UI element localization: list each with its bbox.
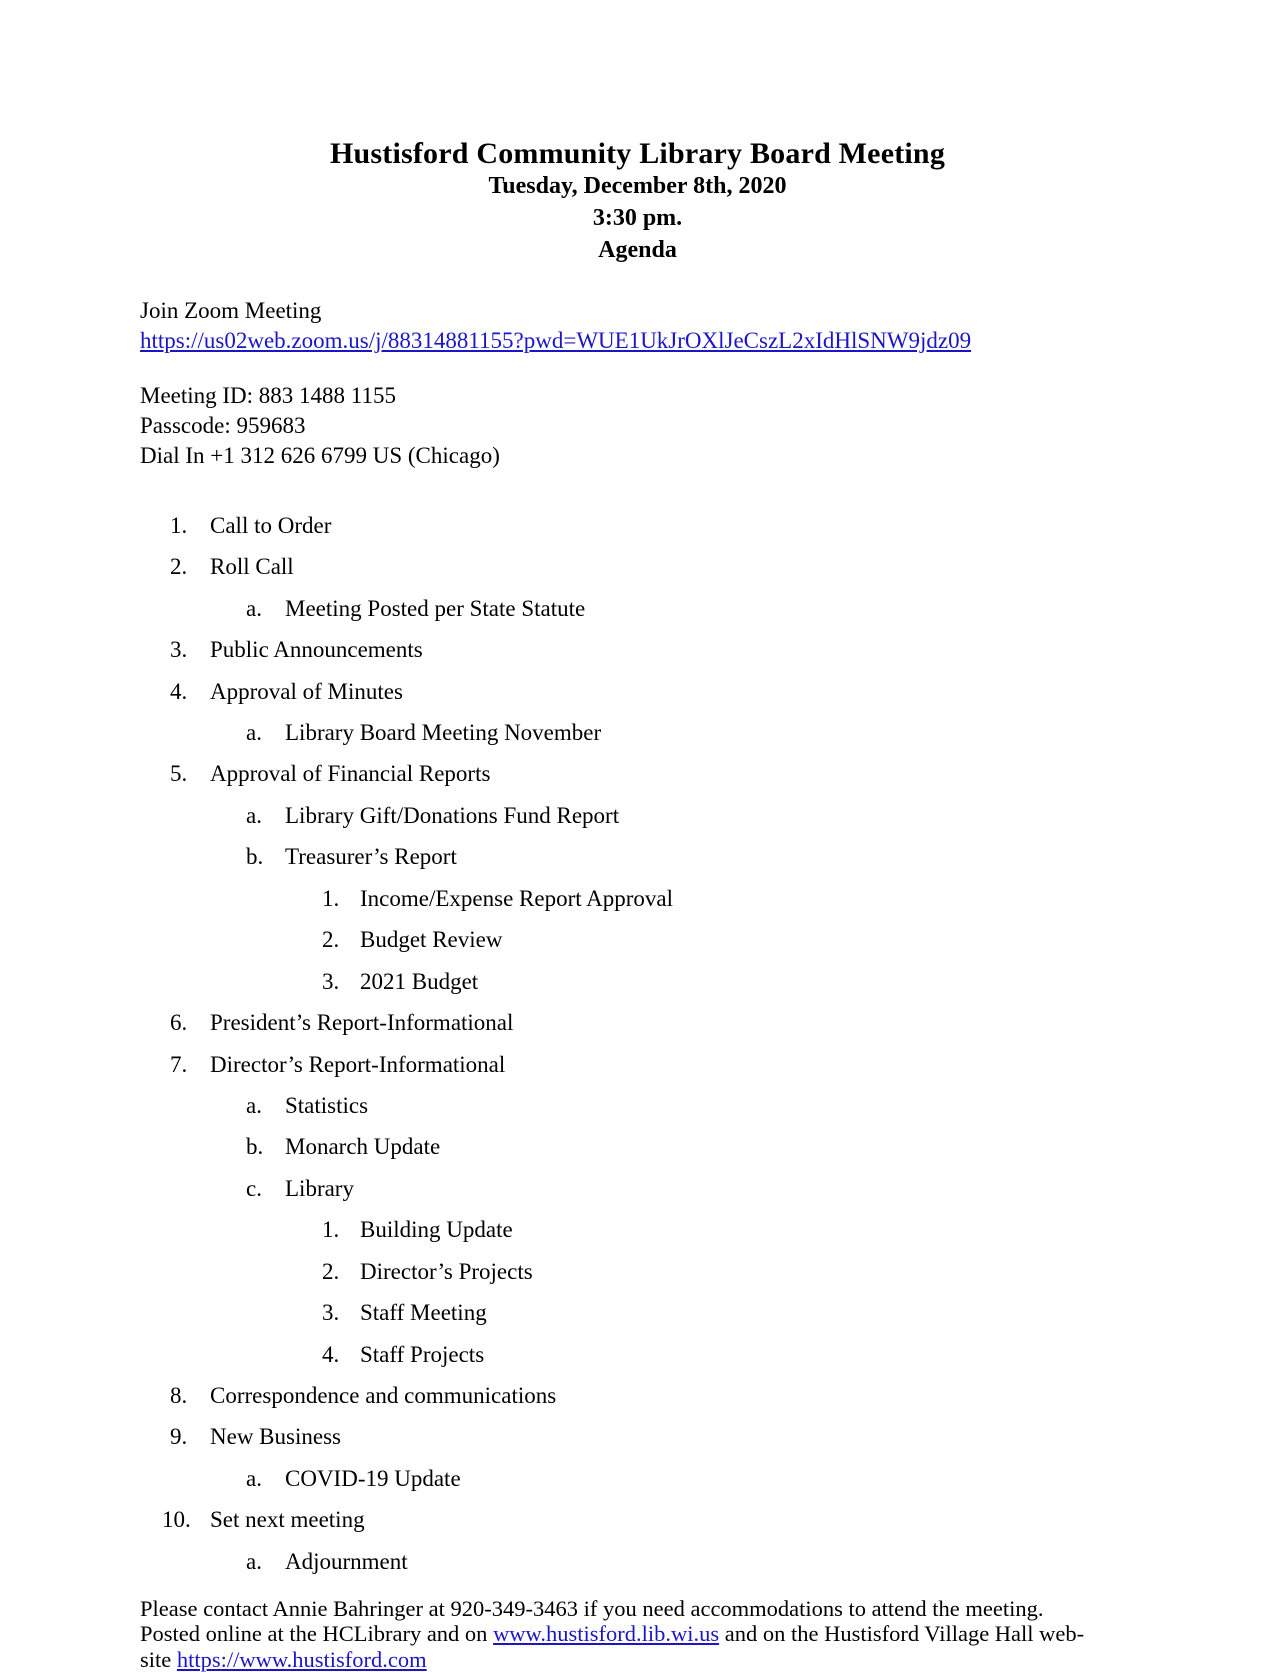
- agenda-item-marker: a.: [246, 1092, 262, 1118]
- agenda-item-marker: a.: [246, 595, 262, 621]
- meeting-id: Meeting ID: 883 1488 1155: [140, 383, 396, 409]
- meeting-time: 3:30 pm.: [592, 205, 683, 232]
- document-footer: [140, 1596, 1135, 1672]
- agenda-item-marker: b.: [246, 844, 264, 870]
- agenda-item-label: Approval of Financial Reports: [210, 761, 491, 787]
- agenda-item-marker: 1.: [170, 512, 188, 538]
- agenda-item: [140, 1052, 1135, 1078]
- agenda-item-label: Budget Review: [360, 927, 503, 953]
- agenda-item: [140, 1217, 1135, 1243]
- join-zoom-label: Join Zoom Meeting: [140, 298, 322, 324]
- agenda-item-marker: 2.: [322, 927, 340, 953]
- document-heading: [140, 0, 1135, 266]
- meeting-date: Tuesday, December 8th, 2020: [488, 173, 787, 200]
- agenda-item: [140, 969, 1135, 995]
- agenda-item: [140, 554, 1135, 580]
- agenda-item-marker: 2.: [170, 554, 188, 580]
- agenda-item-label: Library Board Meeting November: [285, 720, 602, 746]
- agenda-item: [140, 1466, 1135, 1492]
- agenda-item: [140, 927, 1135, 953]
- agenda-item-label: Roll Call: [210, 554, 294, 580]
- footer-contact-line: Please contact Annie Bahringer at 920-349-3463 if you need accommodations to attend the meeting.: [140, 1596, 1044, 1622]
- agenda-item-label: Meeting Posted per State Statute: [285, 595, 586, 621]
- agenda-item-marker: c.: [246, 1175, 262, 1201]
- meeting-passcode: Passcode: 959683: [140, 413, 306, 439]
- agenda-item-marker: 4.: [170, 678, 188, 704]
- agenda-list: [140, 513, 1135, 1575]
- agenda-item-label: Income/Expense Report Approval: [360, 885, 673, 911]
- agenda-item-marker: 2.: [322, 1258, 340, 1284]
- agenda-item-marker: 7.: [170, 1051, 188, 1077]
- agenda-item: [140, 761, 1135, 787]
- dial-in-number: Dial In +1 312 626 6799 US (Chicago): [140, 442, 500, 468]
- agenda-item-label: Adjournment: [285, 1548, 408, 1574]
- agenda-item-marker: 3.: [322, 1300, 340, 1326]
- footer-posted-line: [140, 1621, 1135, 1646]
- agenda-item: [140, 1300, 1135, 1326]
- agenda-item: [140, 1093, 1135, 1119]
- agenda-item-label: New Business: [210, 1424, 341, 1450]
- footer-posted-text-a: Posted online at the HCLibrary and on: [140, 1621, 494, 1647]
- agenda-item-marker: b.: [246, 1134, 264, 1160]
- agenda-item-marker: 1.: [322, 1217, 340, 1243]
- document-kind: Agenda: [598, 236, 677, 263]
- agenda-item-marker: 10.: [162, 1507, 191, 1533]
- agenda-item-marker: 1.: [322, 885, 340, 911]
- agenda-item-label: Treasurer’s Report: [285, 844, 457, 870]
- agenda-item: [140, 637, 1135, 663]
- agenda-item: [140, 720, 1135, 746]
- agenda-item: [140, 886, 1135, 912]
- agenda-item-label: Monarch Update: [285, 1134, 441, 1160]
- agenda-item-marker: 4.: [322, 1341, 340, 1367]
- agenda-item-label: President’s Report-Informational: [210, 1010, 514, 1036]
- agenda-item-marker: 3.: [322, 968, 340, 994]
- agenda-item-label: Director’s Report-Informational: [210, 1051, 506, 1077]
- agenda-item: [140, 1259, 1135, 1285]
- join-zoom-link-row: [140, 326, 1135, 356]
- join-zoom-link[interactable]: https://us02web.zoom.us/j/88314881155?pwd=WUE1UkJrOXlJeCszL2xIdHlSNW9jdz09: [140, 328, 972, 354]
- agenda-item-label: Library Gift/Donations Fund Report: [285, 802, 620, 828]
- agenda-item: [140, 1342, 1135, 1368]
- agenda-item-label: Set next meeting: [210, 1507, 365, 1533]
- agenda-item: [140, 513, 1135, 539]
- footer-site-text: site: [140, 1646, 177, 1672]
- agenda-item-marker: 9.: [170, 1424, 188, 1450]
- agenda-item: [140, 1176, 1135, 1202]
- agenda-item: [140, 1383, 1135, 1409]
- library-website-link[interactable]: www.hustisford.lib.wi.us: [493, 1621, 720, 1647]
- agenda-item: [140, 1424, 1135, 1450]
- agenda-item-label: Building Update: [360, 1217, 513, 1243]
- agenda-item-marker: a.: [246, 1465, 262, 1491]
- agenda-item-label: Library: [285, 1175, 354, 1201]
- agenda-item-label: COVID-19 Update: [285, 1465, 461, 1491]
- agenda-item: [140, 596, 1135, 622]
- spacer: [140, 356, 1135, 381]
- agenda-item-label: Call to Order: [210, 512, 332, 538]
- agenda-item: [140, 803, 1135, 829]
- zoom-meeting-info: [140, 296, 1135, 470]
- agenda-item-marker: 8.: [170, 1383, 188, 1409]
- footer-site-line: [140, 1647, 1135, 1672]
- agenda-item-marker: a.: [246, 802, 262, 828]
- village-website-link[interactable]: https://www.hustisford.com: [176, 1646, 427, 1672]
- agenda-item-marker: 3.: [170, 637, 188, 663]
- agenda-item-label: Approval of Minutes: [210, 678, 403, 704]
- agenda-item-marker: a.: [246, 720, 262, 746]
- page-title: Hustisford Community Library Board Meeting: [329, 137, 946, 170]
- agenda-item-marker: 5.: [170, 761, 188, 787]
- agenda-item-label: Staff Projects: [360, 1341, 485, 1367]
- agenda-item-label: Staff Meeting: [360, 1300, 487, 1326]
- agenda-item: [140, 1549, 1135, 1575]
- agenda-item-marker: a.: [246, 1548, 262, 1574]
- agenda-item: [140, 1010, 1135, 1036]
- agenda-item-label: Statistics: [285, 1092, 369, 1118]
- agenda-item: [140, 1507, 1135, 1533]
- agenda-item-label: Public Announcements: [210, 637, 423, 663]
- agenda-item: [140, 1134, 1135, 1160]
- agenda-item-label: Correspondence and communications: [210, 1383, 557, 1409]
- agenda-item: [140, 844, 1135, 870]
- agenda-item-label: 2021 Budget: [360, 968, 479, 994]
- agenda-item-marker: 6.: [170, 1010, 188, 1036]
- agenda-item: [140, 679, 1135, 705]
- agenda-item-label: Director’s Projects: [360, 1258, 533, 1284]
- footer-posted-text-b: and on the Hustisford Village Hall web-: [719, 1621, 1085, 1647]
